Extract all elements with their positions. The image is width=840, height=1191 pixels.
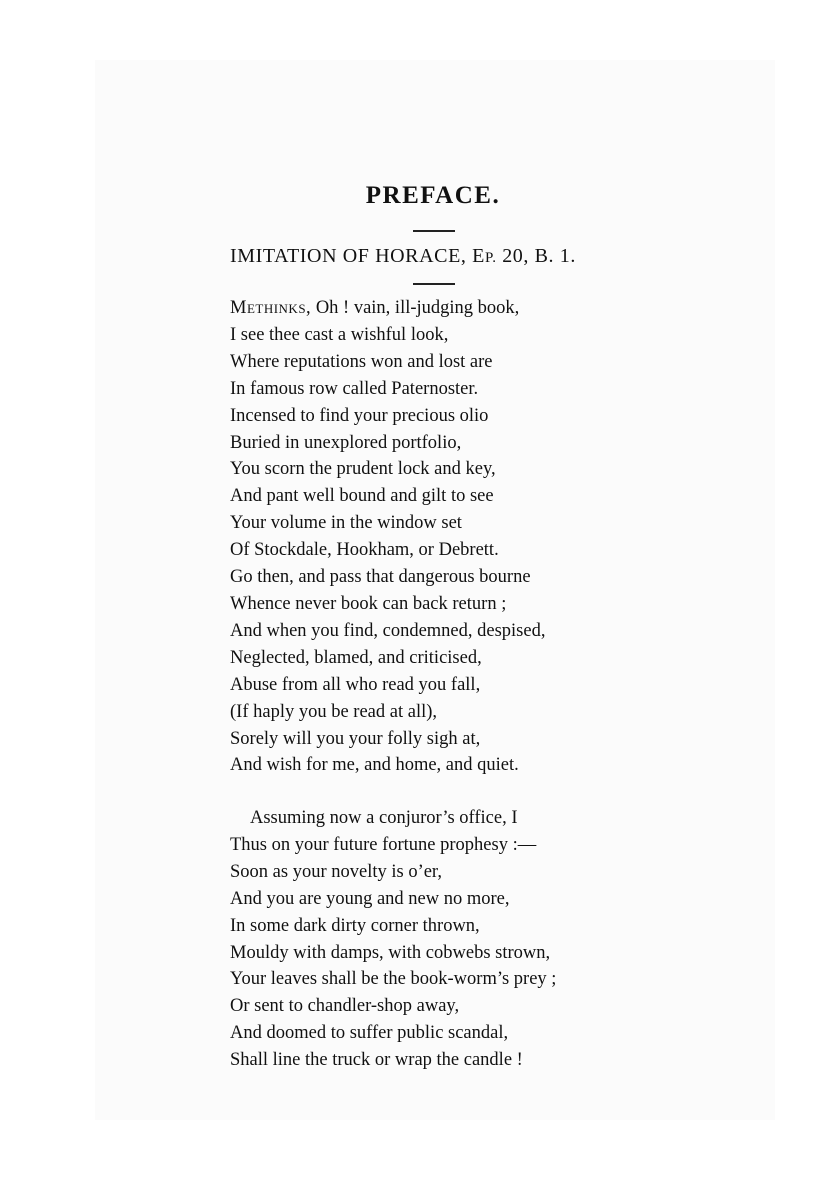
poem-line: In famous row called Paternoster. [230, 378, 479, 399]
poem-line: And when you find, condemned, despised, [230, 620, 546, 641]
poem-line: Assuming now a conjuror’s office, I [250, 808, 518, 828]
first-word: Methinks, [230, 298, 312, 318]
subtitle-ep-cap: E [472, 245, 485, 267]
poem-line: I see thee cast a wishful look, [230, 324, 449, 345]
subtitle-ref: 20, B. 1. [502, 245, 576, 267]
title-rule [413, 230, 455, 232]
poem-line: (If haply you be read at all), [230, 701, 438, 722]
poem-line: Mouldy with damps, with cobwebs strown, [230, 942, 551, 963]
poem-line [230, 295, 545, 322]
poem-line: And wish for me, and home, and quiet. [230, 755, 519, 776]
poem-line: In some dark dirty corner thrown, [230, 915, 480, 936]
poem-line: Go then, and pass that dangerous bourne [230, 567, 531, 588]
poem-line: You scorn the prudent lock and key, [230, 459, 496, 480]
stanza-2 [230, 805, 556, 1074]
subtitle-ep-small: P. [484, 250, 497, 266]
poem-line: Thus on your future fortune prophesy :— [230, 834, 537, 855]
poem-line: Abuse from all who read you fall, [230, 674, 481, 695]
poem-line: Whence never book can back return ; [230, 593, 507, 614]
poem-line: And pant well bound and gilt to see [230, 486, 494, 507]
poem-line: And you are young and new no more, [230, 888, 510, 909]
poem-line: Of Stockdale, Hookham, or Debrett. [230, 540, 499, 561]
subtitle-rule [413, 283, 455, 285]
poem-line: Incensed to find your precious olio [230, 405, 489, 426]
subtitle-ep [472, 245, 496, 267]
poem-line: Sorely will you your folly sigh at, [230, 728, 481, 749]
stanza-1 [230, 295, 545, 779]
poem-line: Neglected, blamed, and criticised, [230, 647, 482, 668]
subtitle [230, 245, 576, 268]
poem-line: Where reputations won and lost are [230, 351, 493, 372]
poem-line: Your volume in the window set [230, 513, 462, 534]
poem-line: Your leaves shall be the book-worm’s prey ; [230, 969, 557, 990]
poem-line: Shall line the truck or wrap the candle ! [230, 1050, 523, 1071]
poem-line: Or sent to chandler-shop away, [230, 996, 460, 1017]
poem-line: Buried in unexplored portfolio, [230, 432, 462, 453]
page-title: PREFACE. [365, 182, 501, 209]
subtitle-main: IMITATION OF HORACE, [230, 245, 467, 267]
poem-line: And doomed to suffer public scandal, [230, 1023, 509, 1044]
poem-line: Soon as your novelty is o’er, [230, 861, 442, 882]
first-line-rest: Oh ! vain, ill-judging book, [311, 298, 520, 318]
